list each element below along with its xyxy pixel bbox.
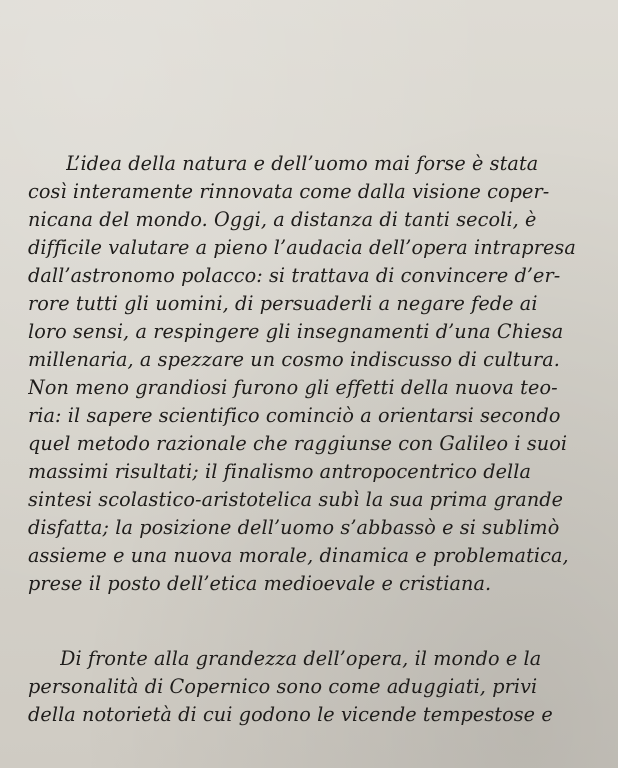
paragraph-1-line-11: quel metodo razionale che raggiunse con Galileo i suoi bbox=[28, 432, 568, 455]
paragraph-1-line-1: L’idea della natura e dell’uomo mai forse è stata bbox=[66, 152, 539, 175]
paragraph-1-line-15: assieme e una nuova morale, dinamica e problematica, bbox=[28, 544, 569, 567]
paragraph-1-line-4: difficile valutare a pieno l’audacia dell’opera intrapresa bbox=[28, 236, 576, 259]
paragraph-1-line-14: disfatta; la posizione dell’uomo s’abbassò e si sublimò bbox=[28, 516, 560, 539]
paragraph-2-line-1: Di fronte alla grandezza dell’opera, il mondo e la bbox=[60, 647, 542, 670]
paragraph-1-line-2: così interamente rinnovata come dalla visione coper- bbox=[28, 180, 550, 203]
paragraph-1-line-5: dall’astronomo polacco: si trattava di convincere d’er- bbox=[28, 264, 561, 287]
paragraph-1-line-12: massimi risultati; il finalismo antropocentrico della bbox=[28, 460, 532, 483]
paragraph-1-line-8: millenaria, a spezzare un cosmo indiscusso di cultura. bbox=[28, 348, 560, 371]
paragraph-1-line-9: Non meno grandiosi furono gli effetti della nuova teo- bbox=[28, 376, 558, 399]
paragraph-1-line-16: prese il posto dell’etica medioevale e cristiana. bbox=[28, 572, 492, 595]
paragraph-1-line-7: loro sensi, a respingere gli insegnamenti d’una Chiesa bbox=[28, 320, 564, 343]
paragraph-1-line-6: rore tutti gli uomini, di persuaderli a negare fede ai bbox=[28, 292, 538, 315]
paragraph-1-line-3: nicana del mondo. Oggi, a distanza di tanti secoli, è bbox=[28, 208, 537, 231]
paragraph-2-line-2: personalità di Copernico sono come aduggiati, privi bbox=[28, 675, 538, 698]
paragraph-2-line-3: della notorietà di cui godono le vicende tempestose e bbox=[28, 703, 553, 726]
paragraph-1-line-13: sintesi scolastico-aristotelica subì la sua prima grande bbox=[28, 488, 564, 511]
paragraph-1-line-10: ria: il sapere scientifico cominciò a orientarsi secondo bbox=[28, 404, 561, 427]
